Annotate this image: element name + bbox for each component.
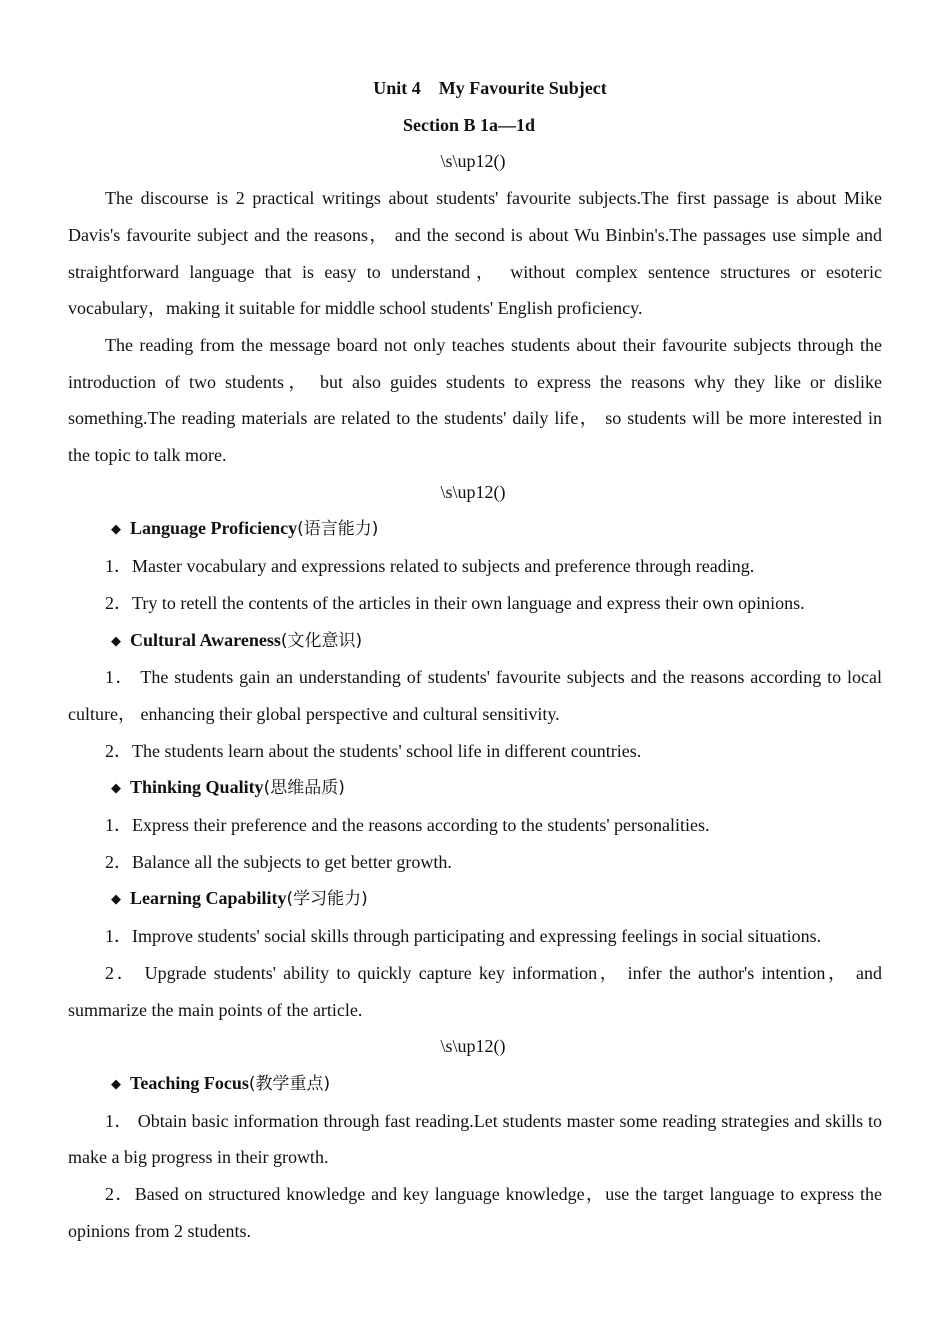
- objective-item: 1．Express their preference and the reasons according to the students' personalities.: [105, 815, 710, 836]
- diamond-bullet-icon: ◆: [111, 780, 121, 796]
- objective-item: 2．Try to retell the contents of the articles in their own language and express their own opinions.: [105, 592, 805, 613]
- objective-item: 2．Balance all the subjects to get better growth.: [105, 851, 452, 872]
- section-title: Section B 1a—1d: [402, 114, 535, 135]
- heading-zh: (语言能力): [297, 519, 379, 540]
- teaching-focus-heading: [68, 1065, 882, 1103]
- objective-item: 1． The students gain an understanding of students' favourite subjects and the reasons according to local culture， enhancing their global perspective and cultural sensitivity.: [68, 667, 882, 724]
- field-code-marker: \s\up12(): [440, 481, 506, 502]
- field-code-marker: \s\up12(): [440, 151, 506, 172]
- focus-item: 1． Obtain basic information through fast reading.Let students master some reading strategies and skills to make a big progress in their growth.: [68, 1110, 882, 1168]
- heading-en: Language Proficiency: [130, 518, 298, 539]
- analysis-paragraph-2: The reading from the message board not only teaches students about their favourite subjects through the introduction of two students， but also guides students to express the reasons why they like or dislike something.The reading materials are related to the students' daily life， so students will be more interested in the topic to talk more.: [68, 334, 882, 466]
- heading-en: Teaching Focus: [130, 1072, 249, 1093]
- objective-heading-learning: [68, 880, 882, 918]
- objective-item: 1．Improve students' social skills through participating and expressing feelings in social situations.: [105, 926, 822, 947]
- objective-item: 2．The students learn about the students' school life in different countries.: [105, 740, 642, 761]
- heading-en: Learning Capability: [130, 888, 287, 909]
- diamond-bullet-icon: ◆: [111, 891, 121, 907]
- analysis-paragraph-1: The discourse is 2 practical writings about students' favourite subjects.The first passage is about Mike Davis's favourite subject and the reasons， and the second is about Wu Binbin's.The passages use simple and straightforward language that is easy to understand， without complex sentence structures or esoteric vocabulary，making it suitable for middle school students' English proficiency.: [68, 188, 882, 319]
- diamond-bullet-icon: ◆: [111, 1075, 121, 1091]
- diamond-bullet-icon: ◆: [111, 521, 121, 537]
- objective-heading-thinking: [68, 769, 882, 807]
- heading-zh: (思维品质): [263, 778, 345, 799]
- document-page: [68, 70, 882, 1250]
- heading-en: Cultural Awareness: [130, 629, 281, 650]
- objective-item: 1．Master vocabulary and expressions related to subjects and preference through reading.: [105, 556, 755, 577]
- heading-zh: (学习能力): [286, 889, 368, 910]
- heading-zh: (教学重点): [248, 1073, 331, 1094]
- objective-item: 2． Upgrade students' ability to quickly capture key information， infer the author's intention， and summarize the main points of the article.: [68, 962, 882, 1020]
- objective-heading-culture: [68, 622, 882, 660]
- objective-heading-language: [68, 510, 882, 548]
- heading-zh: (文化意识): [280, 630, 363, 651]
- heading-en: Thinking Quality: [130, 777, 264, 798]
- focus-item: 2．Based on structured knowledge and key language knowledge，use the target language to express the opinions from 2 students.: [68, 1184, 882, 1241]
- diamond-bullet-icon: ◆: [111, 632, 121, 648]
- unit-title: Unit 4 My Favourite Subject: [373, 78, 607, 98]
- field-code-marker: \s\up12(): [440, 1036, 506, 1057]
